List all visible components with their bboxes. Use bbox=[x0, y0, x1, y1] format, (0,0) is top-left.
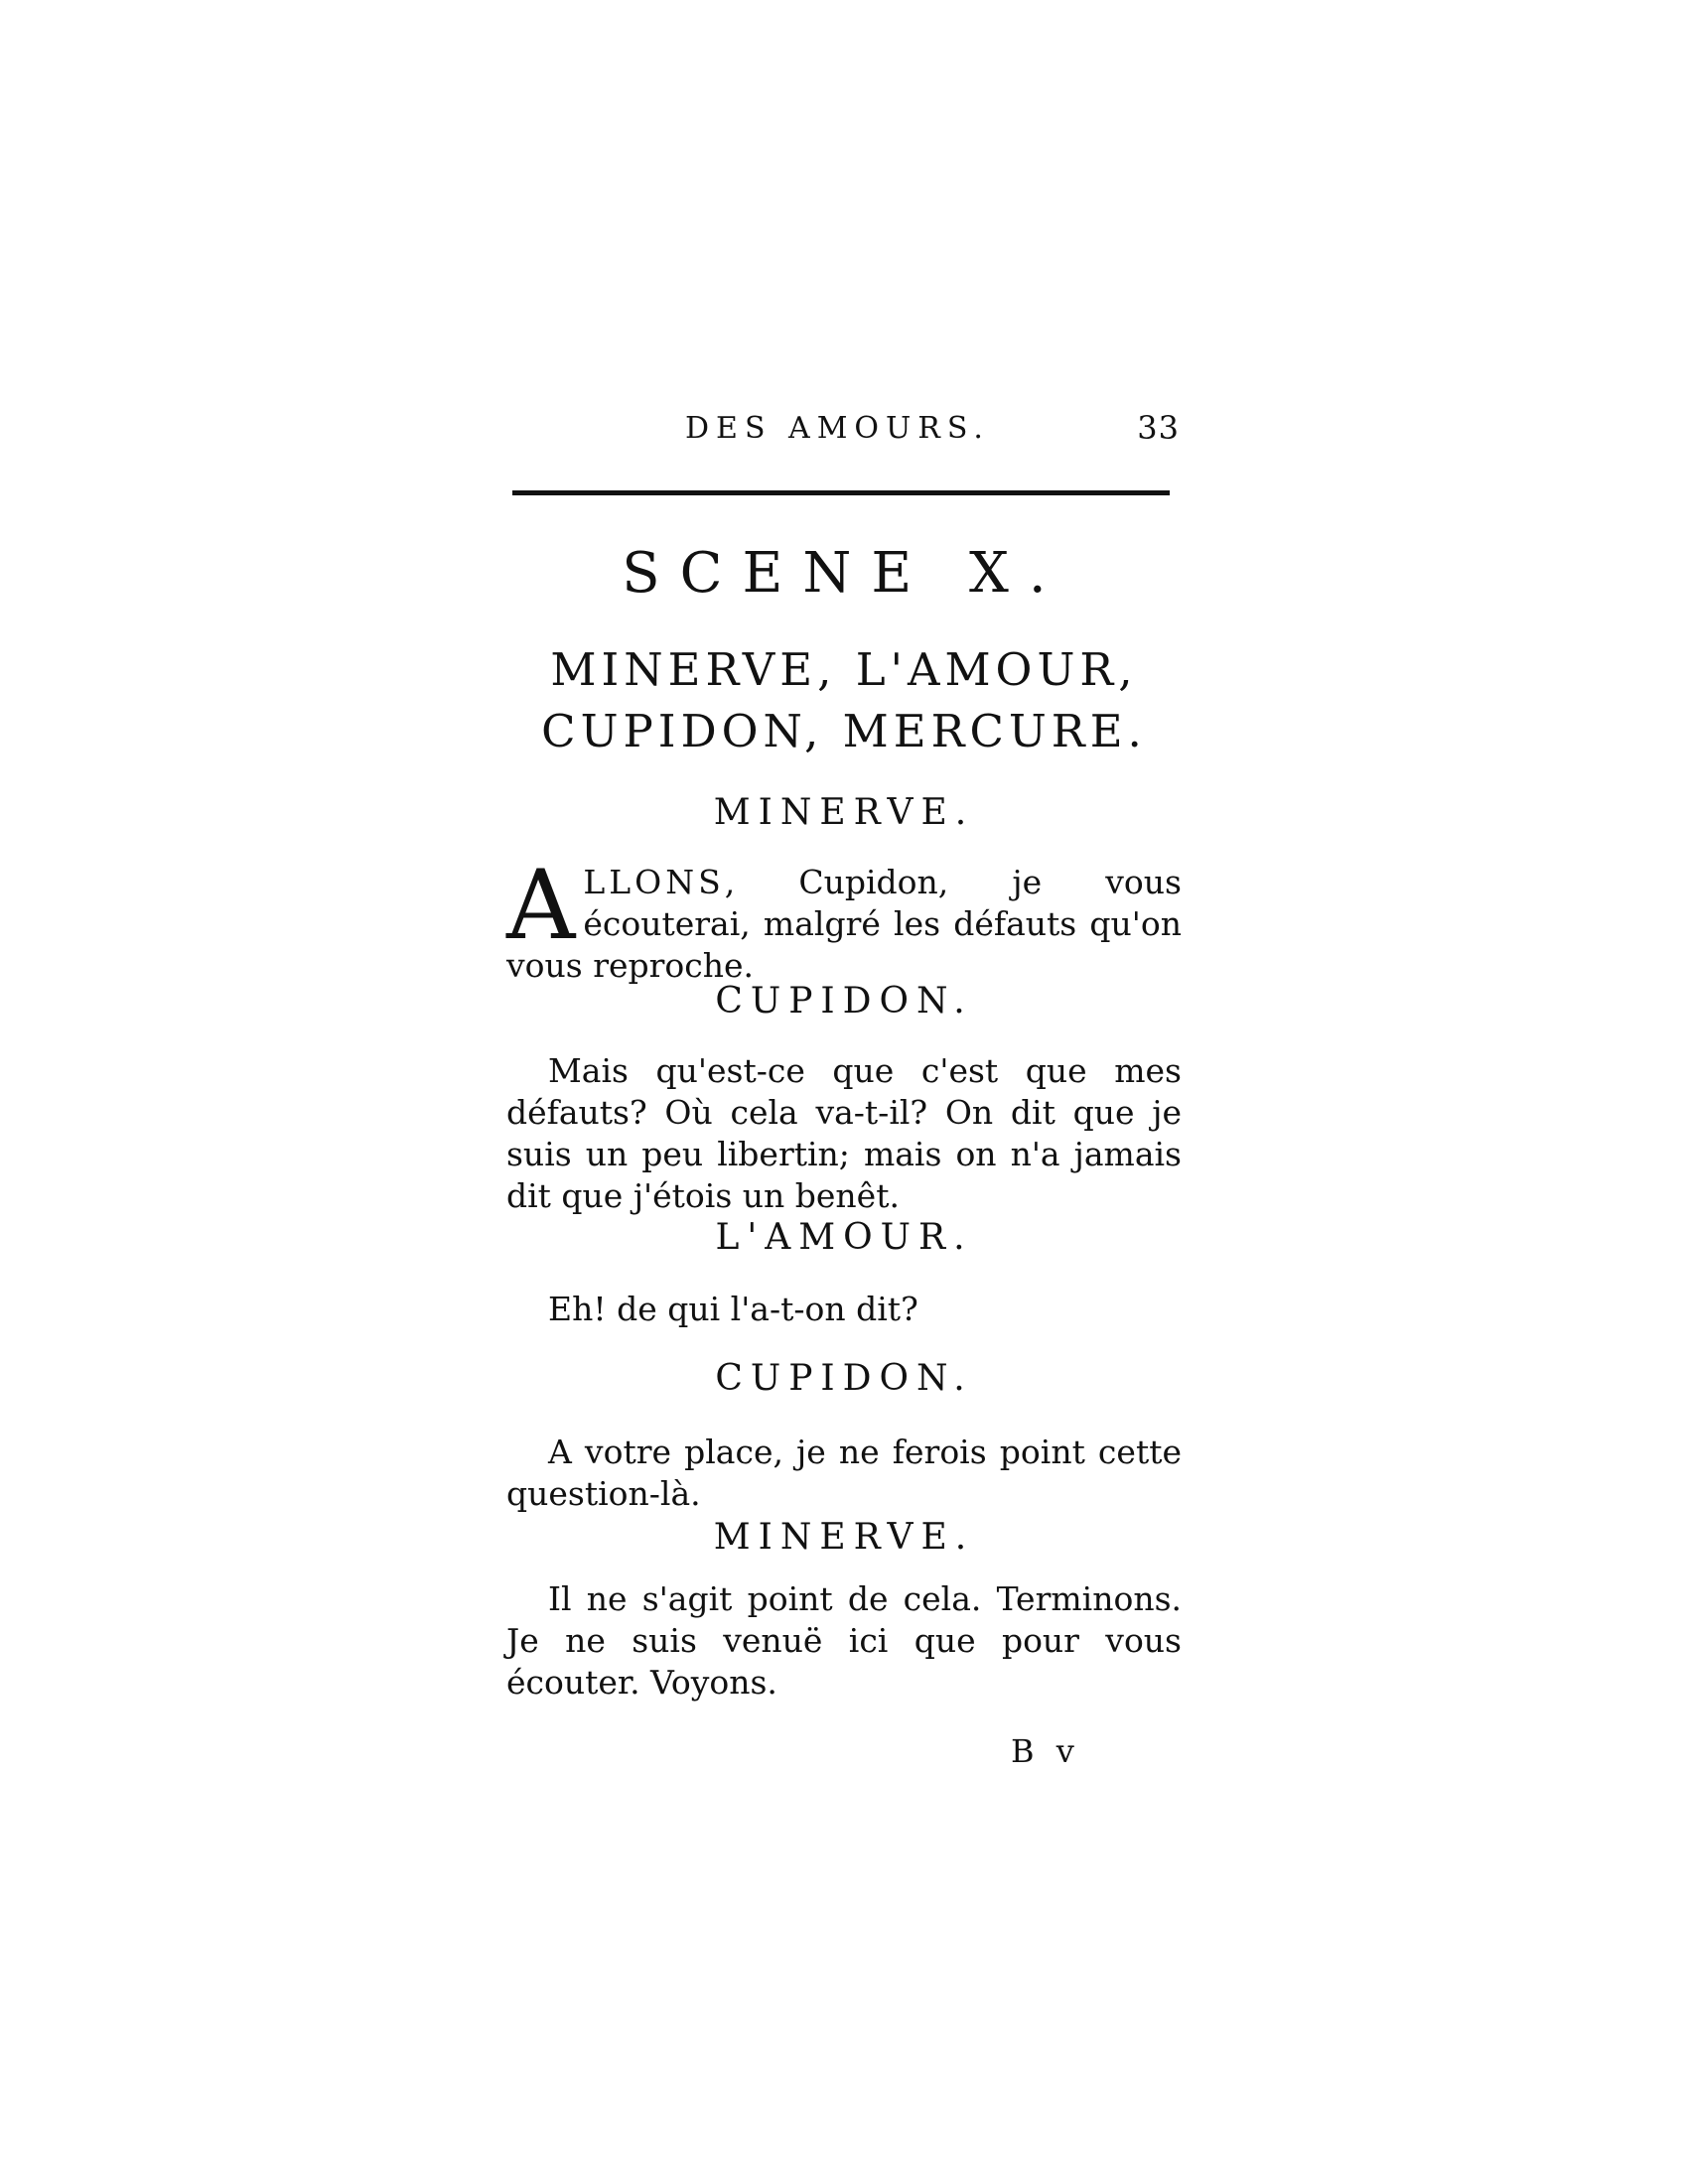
running-head bbox=[506, 397, 1182, 457]
speech-line: Mais qu'est-ce que c'est que mes défauts? Où cela va-t-il? On dit que je suis un peu libertin; mais on n'a jamais dit que j'étois un benêt. bbox=[506, 1051, 1182, 1215]
speaker-name: CUPIDON. bbox=[715, 1358, 973, 1399]
speech-text bbox=[506, 1050, 1182, 1217]
cast-list-line-1: MINERVE, L'AMOUR, bbox=[550, 643, 1138, 696]
speech-text bbox=[506, 1578, 1182, 1704]
speaker-name: L'AMOUR. bbox=[715, 1217, 973, 1258]
catchword: B v bbox=[1011, 1732, 1080, 1770]
speech-text bbox=[506, 1432, 1182, 1515]
speech-line: A votre place, je ne ferois point cette question-là. bbox=[506, 1433, 1182, 1513]
speech-line: Eh! de qui l'a-t-on dit? bbox=[548, 1290, 918, 1328]
speaker-name: MINERVE. bbox=[713, 792, 975, 833]
speech-line: Il ne s'agit point de cela. Terminons. Je ne suis venuë ici que pour vous écouter. Voyons. bbox=[506, 1579, 1182, 1702]
speaker-name: MINERVE. bbox=[713, 1517, 975, 1558]
opening-small-caps: LLONS bbox=[583, 863, 725, 901]
page-number: 33 bbox=[1137, 409, 1180, 447]
speaker-name: CUPIDON. bbox=[715, 981, 973, 1022]
speech-text bbox=[506, 850, 1182, 987]
running-title: DES AMOURS. bbox=[685, 411, 990, 446]
speech-text bbox=[506, 1289, 1182, 1330]
drop-cap: A bbox=[506, 850, 576, 961]
speech-line: , Cupidon, je vous écouterai, malgré les défauts qu'on vous reproche. bbox=[506, 863, 1182, 985]
scene-heading: SCENE X. bbox=[622, 541, 1066, 606]
cast-list-line-2: CUPIDON, MERCURE. bbox=[541, 705, 1147, 757]
header-rule bbox=[512, 490, 1170, 495]
